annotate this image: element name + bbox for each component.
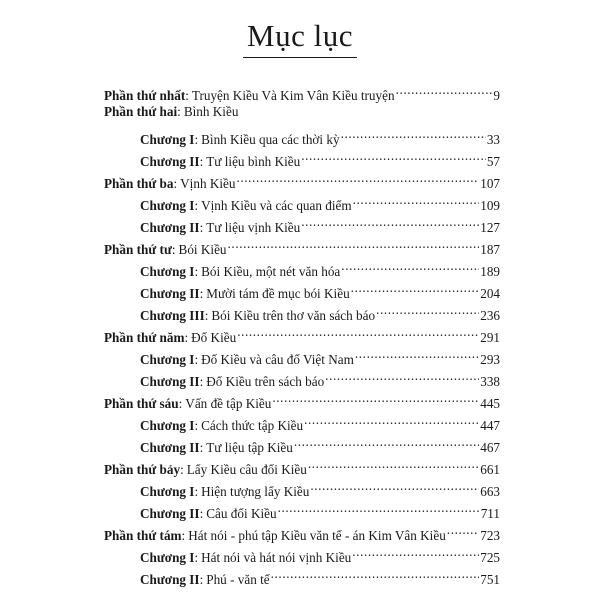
entry-separator: :	[199, 572, 204, 587]
entry-page: 661	[480, 462, 500, 477]
entry-separator: :	[199, 154, 204, 169]
leader-dots	[228, 234, 480, 254]
toc-entry	[104, 322, 500, 345]
title-wrapper	[0, 18, 600, 58]
toc-entry	[104, 80, 500, 103]
entry-title: Tư liệu vịnh Kiều	[206, 220, 301, 235]
entry-page: 127	[480, 220, 500, 235]
entry-page: 445	[480, 396, 500, 411]
leader-dots	[352, 542, 479, 562]
entry-page: 663	[480, 484, 500, 499]
entry-page: 725	[480, 550, 500, 565]
entry-separator: :	[194, 198, 199, 213]
entry-label: Chương I	[140, 484, 195, 499]
entry-page: 291	[480, 330, 500, 345]
entry-title: Hát nói - phú tập Kiều văn tế - án Kim Vân Kiều	[188, 528, 446, 543]
entry-title: Bình Kiều	[183, 104, 239, 119]
leader-dots	[301, 212, 479, 232]
entry-label: Chương II	[140, 220, 200, 235]
entry-title: Cách thức tập Kiều	[201, 418, 304, 433]
entry-label: Chương II	[140, 286, 200, 301]
entry-label: Chương I	[140, 418, 195, 433]
entry-separator: :	[199, 220, 204, 235]
entry-page: 187	[480, 242, 500, 257]
entry-title: Vấn đề tập Kiều	[185, 396, 272, 411]
entry-title: Bói Kiều	[178, 242, 227, 257]
leader-dots	[341, 256, 479, 276]
toc-entry	[104, 454, 500, 477]
entry-label: Chương I	[140, 132, 195, 147]
toc-entry	[140, 476, 500, 499]
entry-separator: :	[181, 528, 186, 543]
toc-entry	[140, 212, 500, 235]
entry-label: Phần thứ sáu	[104, 396, 179, 411]
entry-page: 57	[486, 154, 500, 169]
entry-label: Phần thứ ba	[104, 176, 174, 191]
leader-dots	[355, 344, 479, 364]
leader-dots	[301, 146, 486, 166]
page-title: Mục lục	[243, 18, 357, 58]
leader-dots	[396, 80, 493, 100]
entry-label: Chương II	[140, 154, 200, 169]
entry-title: Bói Kiều, một nét văn hóa	[201, 264, 341, 279]
entry-title: Mười tám đề mục bói Kiều	[206, 286, 350, 301]
entry-separator: :	[199, 286, 204, 301]
toc-entry	[104, 388, 500, 411]
leader-dots	[325, 366, 479, 386]
entry-separator: :	[184, 330, 189, 345]
entry-separator: :	[194, 418, 199, 433]
toc-entry	[140, 344, 500, 367]
toc-entry	[104, 234, 500, 257]
entry-separator: :	[180, 462, 184, 477]
entry-title: Vịnh Kiều và các quan điểm	[201, 198, 352, 213]
entry-page: 723	[480, 528, 500, 543]
entry-page: 109	[480, 198, 500, 213]
entry-title: Bình Kiều qua các thời kỳ	[201, 132, 340, 147]
entry-label: Chương I	[140, 550, 195, 565]
entry-label: Chương III	[140, 308, 205, 323]
leader-dots	[278, 498, 480, 518]
entry-separator: :	[173, 176, 178, 191]
entry-title: Phú - văn tế	[206, 572, 270, 587]
entry-separator: :	[194, 264, 199, 279]
entry-separator: :	[194, 132, 199, 147]
entry-separator: :	[171, 242, 176, 257]
entry-page: 189	[480, 264, 500, 279]
entry-separator: :	[194, 550, 199, 565]
entry-page: 751	[480, 572, 500, 587]
leader-dots	[304, 410, 479, 430]
entry-title: Hiện tượng lẩy Kiều	[201, 484, 310, 499]
entry-title: Tư liệu tập Kiều	[206, 440, 293, 455]
entry-page: 447	[480, 418, 500, 433]
leader-dots	[310, 476, 479, 496]
entry-title: Truyện Kiều Và Kim Vân Kiều truyện	[191, 88, 395, 103]
entry-label: Phần thứ tám	[104, 528, 182, 543]
entry-page: 711	[480, 506, 500, 521]
entry-label: Phần thứ năm	[104, 330, 185, 345]
entry-label: Chương II	[140, 506, 200, 521]
entry-label: Chương II	[140, 440, 200, 455]
leader-dots	[272, 388, 479, 408]
entry-page: 338	[480, 374, 500, 389]
toc-entry	[104, 520, 500, 543]
entry-title: Hát nói và hát nói vịnh Kiều	[201, 550, 352, 565]
entry-label: Phần thứ tư	[104, 242, 172, 257]
toc-entry	[140, 146, 500, 169]
entry-title: Đố Kiều	[191, 330, 237, 345]
entry-label: Chương I	[140, 352, 195, 367]
entry-page: 204	[480, 286, 500, 301]
entry-title: Tư liệu bình Kiều	[206, 154, 301, 169]
entry-separator: :	[204, 308, 209, 323]
toc-entry	[104, 168, 500, 191]
entry-title: Bói Kiều trên thơ văn sách báo	[211, 308, 376, 323]
leader-dots	[294, 432, 479, 452]
entry-title: Câu đối Kiều	[206, 506, 277, 521]
entry-page: 293	[480, 352, 500, 367]
leader-dots	[271, 564, 480, 584]
entry-label: Chương II	[140, 572, 200, 587]
entry-label: Phần thứ nhất	[104, 88, 186, 103]
toc-entry	[140, 256, 500, 279]
entry-page: 33	[486, 132, 500, 147]
entry-title: Đố Kiều và câu đố Việt Nam	[201, 352, 354, 367]
leader-dots	[236, 168, 479, 188]
toc-entry	[140, 190, 500, 213]
entry-separator: :	[178, 396, 183, 411]
toc-entry	[140, 498, 500, 521]
toc-entry	[140, 278, 500, 301]
toc-entry	[140, 300, 500, 323]
toc-entry	[140, 124, 500, 147]
leader-dots	[341, 124, 486, 144]
entry-separator: :	[194, 484, 199, 499]
entry-label: Phần thứ bảy	[104, 462, 181, 477]
entry-label: Chương I	[140, 264, 195, 279]
entry-separator: :	[194, 352, 199, 367]
entry-separator: :	[199, 374, 204, 389]
entry-separator: :	[199, 506, 204, 521]
entry-title: Vịnh Kiều	[180, 176, 236, 191]
leader-dots	[308, 454, 479, 474]
toc-entry	[140, 564, 500, 587]
toc-entry	[140, 542, 500, 565]
toc-entry	[140, 432, 500, 455]
toc-entry	[140, 410, 500, 433]
entry-page: 236	[480, 308, 500, 323]
entry-label: Chương II	[140, 374, 200, 389]
entry-title: Đố Kiều trên sách báo	[206, 374, 325, 389]
entry-label: Phần thứ hai	[104, 104, 178, 119]
entry-page: 107	[480, 176, 500, 191]
leader-dots	[237, 322, 479, 342]
entry-page: 9	[493, 88, 500, 103]
entry-label: Chương I	[140, 198, 195, 213]
leader-dots	[447, 520, 479, 540]
leader-dots	[376, 300, 479, 320]
leader-dots	[351, 278, 480, 298]
toc-entry	[140, 366, 500, 389]
toc-entry	[104, 102, 500, 122]
leader-dots	[353, 190, 480, 210]
entry-title: Lẩy Kiều câu đối Kiều	[186, 462, 307, 477]
entry-separator: :	[185, 88, 189, 103]
entry-separator: :	[177, 104, 181, 119]
entry-separator: :	[199, 440, 204, 455]
entry-page: 467	[480, 440, 500, 455]
